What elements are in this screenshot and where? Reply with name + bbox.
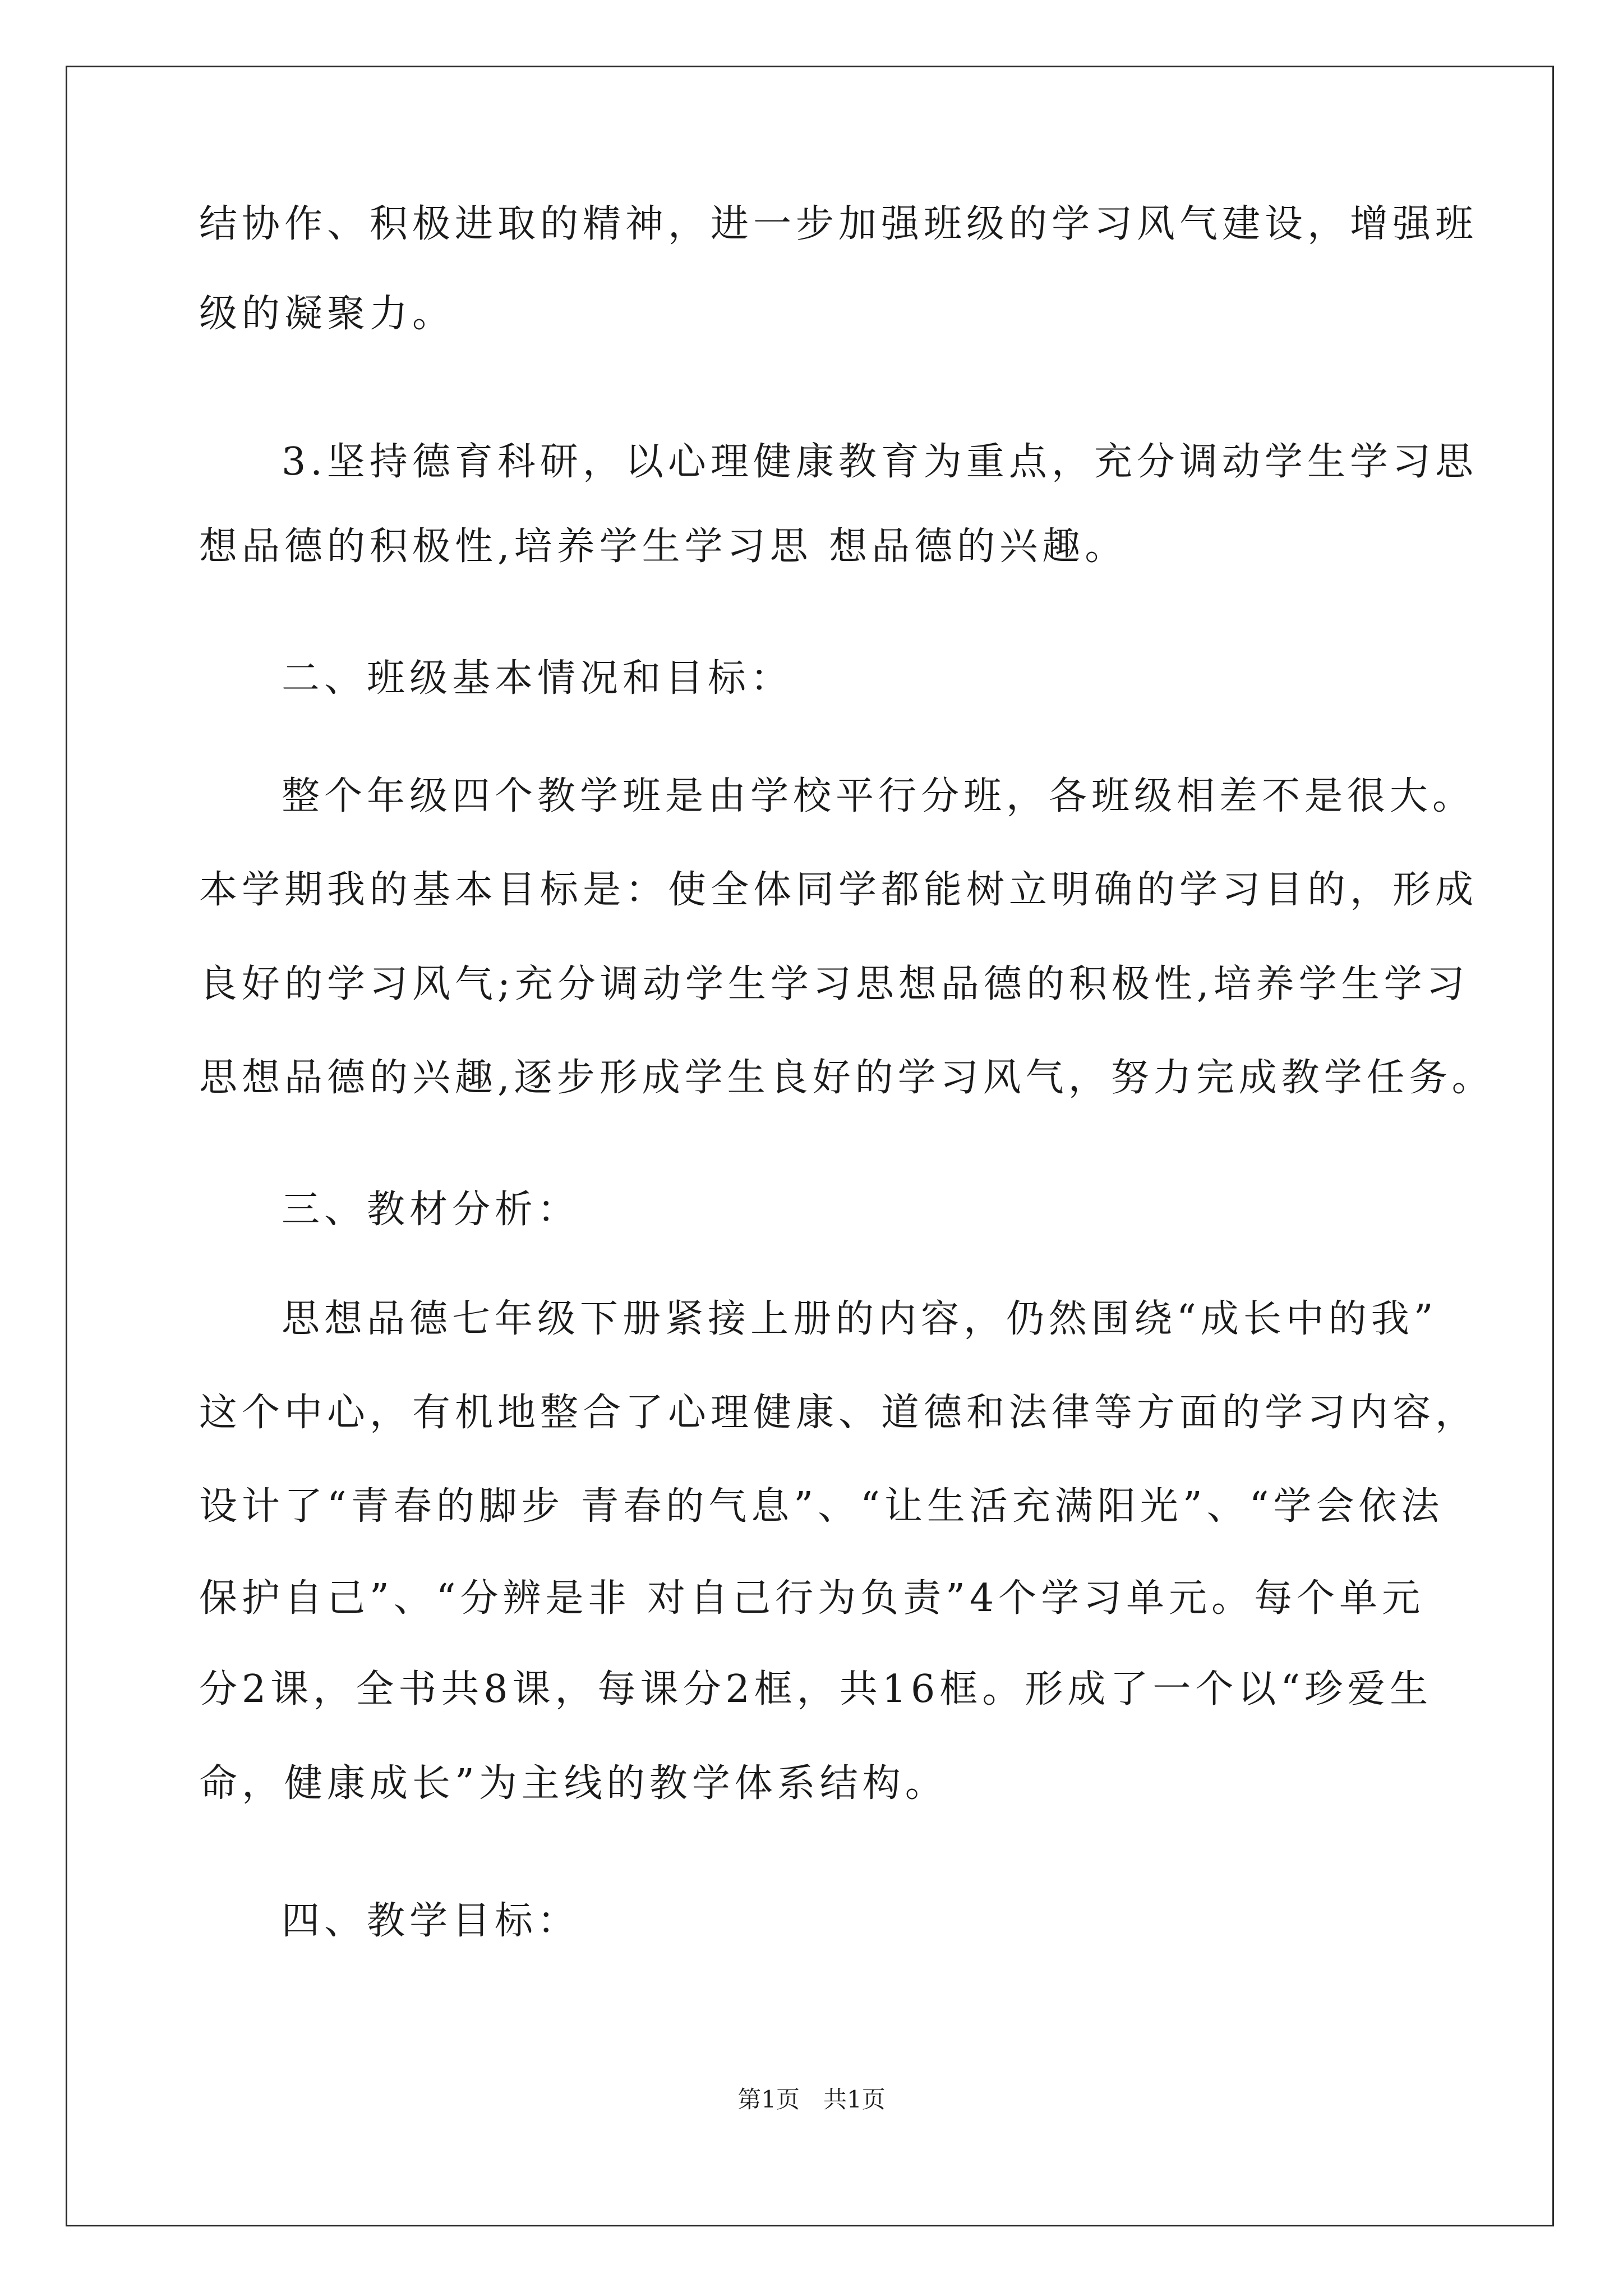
paragraph-line: 整个年级四个教学班是由学校平行分班，各班级相差不是很大。 [282,774,1476,818]
paragraph-line: 3.坚持德育科研，以心理健康教育为重点，充分调动学生学习思 [282,440,1478,484]
paragraph-line: 本学期我的基本目标是：使全体同学都能树立明确的学习目的，形成 [199,868,1478,912]
paragraph-line: 思想品德七年级下册紧接上册的内容，仍然围绕“成长中的我” [282,1297,1438,1341]
paragraph-line: 结协作、积极进取的精神，进一步加强班级的学习风气建设，增强班 [199,202,1478,246]
paragraph-line: 命，健康成长”为主线的教学体系结构。 [199,1761,948,1806]
section-heading: 二、班级基本情况和目标： [282,656,794,701]
paragraph-line: 级的凝聚力。 [199,292,455,336]
paragraph-line: 思想品德的兴趣,逐步形成学生良好的学习风气，努力完成教学任务。 [199,1056,1495,1100]
page-number-footer: 第1页 共1页 [737,2086,886,2113]
paragraph-line: 分2课，全书共8课，每课分2框，共16框。形成了一个以“珍爱生 [199,1667,1433,1711]
section-heading: 四、教学目标： [282,1899,580,1943]
paragraph-line: 保护自己”、“分辨是非 对自己行为负责”4个学习单元。每个单元 [199,1576,1425,1621]
paragraph-line: 这个中心，有机地整合了心理健康、道德和法律等方面的学习内容， [199,1391,1478,1435]
paragraph-line: 设计了“青春的脚步 青春的气息”、“让生活充满阳光”、“学会依法 [199,1484,1444,1529]
paragraph-line: 良好的学习风气;充分调动学生学习思想品德的积极性,培养学生学习 [199,962,1469,1006]
section-heading: 三、教材分析： [282,1188,580,1232]
paragraph-line: 想品德的积极性,培养学生学习思 想品德的兴趣。 [199,524,1128,569]
